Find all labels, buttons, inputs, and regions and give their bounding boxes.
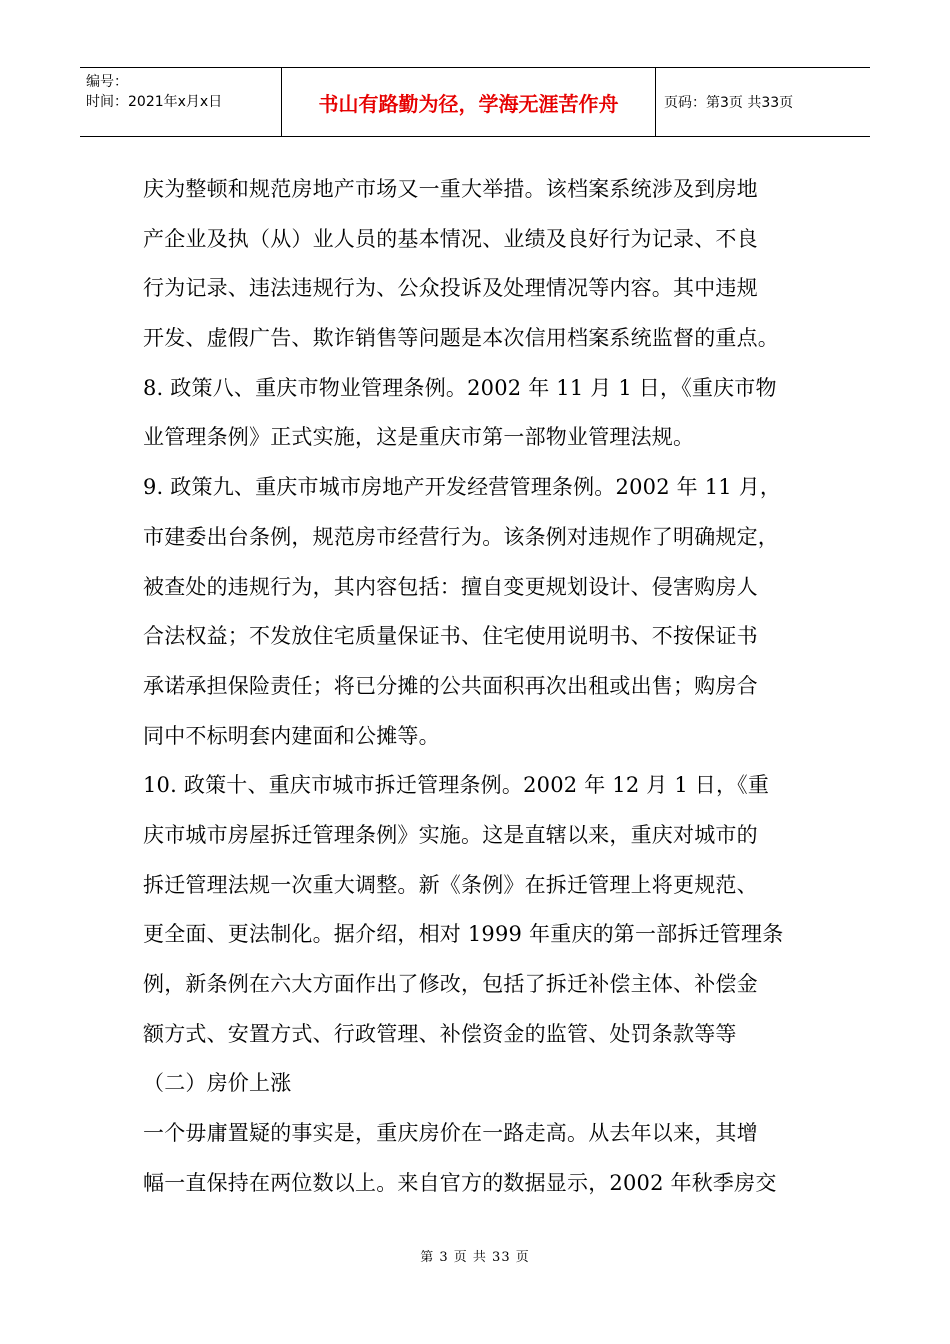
- document-time-label: 时间：2021年x月x日: [86, 94, 223, 110]
- page-footer: 第 3 页 共 33 页: [420, 1250, 530, 1265]
- header-page-info: 页码：第3页 共33页: [664, 95, 794, 111]
- header-meta: [80, 68, 282, 136]
- text-line: 10. 政策十、重庆市城市拆迁管理条例。2002 年 12 月 1 日，《重: [143, 773, 770, 798]
- text-line: 更全面、更法制化。据介绍，相对 1999 年重庆的第一部拆迁管理条: [143, 922, 784, 947]
- text-line: 拆迁管理法规一次重大调整。新《条例》在拆迁管理上将更规范、: [143, 872, 758, 897]
- text-line: 庆市城市房屋拆迁管理条例》实施。这是直辖以来，重庆对城市的: [143, 822, 758, 847]
- text-line: 9. 政策九、重庆市城市房地产开发经营管理条例。2002 年 11 月，: [143, 475, 782, 500]
- text-line: 市建委出台条例，规范房市经营行为。该条例对违规作了明确规定，: [143, 524, 779, 549]
- text-line: 合法权益；不发放住宅质量保证书、住宅使用说明书、不按保证书: [143, 624, 758, 649]
- text-line: 被查处的违规行为，其内容包括：擅自变更规划设计、侵害购房人: [143, 574, 758, 599]
- text-line: 同中不标明套内建面和公摊等。: [143, 723, 440, 748]
- page-header: [80, 67, 870, 137]
- text-line: 额方式、安置方式、行政管理、补偿资金的监管、处罚条款等等: [143, 1021, 737, 1046]
- document-body: [143, 165, 843, 1208]
- text-line: 开发、虚假广告、欺诈销售等问题是本次信用档案系统监督的重点。: [143, 326, 779, 351]
- document-number-label: 编号：: [86, 74, 128, 90]
- text-line: 一个毋庸置疑的事实是，重庆房价在一路走高。从去年以来，其增: [143, 1121, 758, 1146]
- section-heading: （二）房价上涨: [143, 1071, 292, 1096]
- text-line: 例，新条例在六大方面作出了修改，包括了拆迁补偿主体、补偿金: [143, 972, 758, 996]
- header-motto: 书山有路勤为径，学海无涯苦作舟: [282, 68, 656, 136]
- text-line: 幅一直保持在两位数以上。来自官方的数据显示，2002 年秋季房交: [143, 1170, 777, 1195]
- text-line: 业管理条例》正式实施，这是重庆市第一部物业管理法规。: [143, 425, 695, 450]
- text-line: 庆为整顿和规范房地产市场又一重大举措。该档案系统涉及到房地: [143, 177, 758, 201]
- text-line: 行为记录、违法违规行为、公众投诉及处理情况等内容。其中违规: [143, 276, 758, 301]
- text-line: 8. 政策八、重庆市物业管理条例。2002 年 11 月 1 日，《重庆市物: [143, 375, 777, 400]
- text-line: 产企业及执（从）业人员的基本情况、业绩及良好行为记录、不良: [143, 226, 758, 251]
- text-line: 承诺承担保险责任；将已分摊的公共面积再次出租或出售；购房合: [143, 673, 758, 698]
